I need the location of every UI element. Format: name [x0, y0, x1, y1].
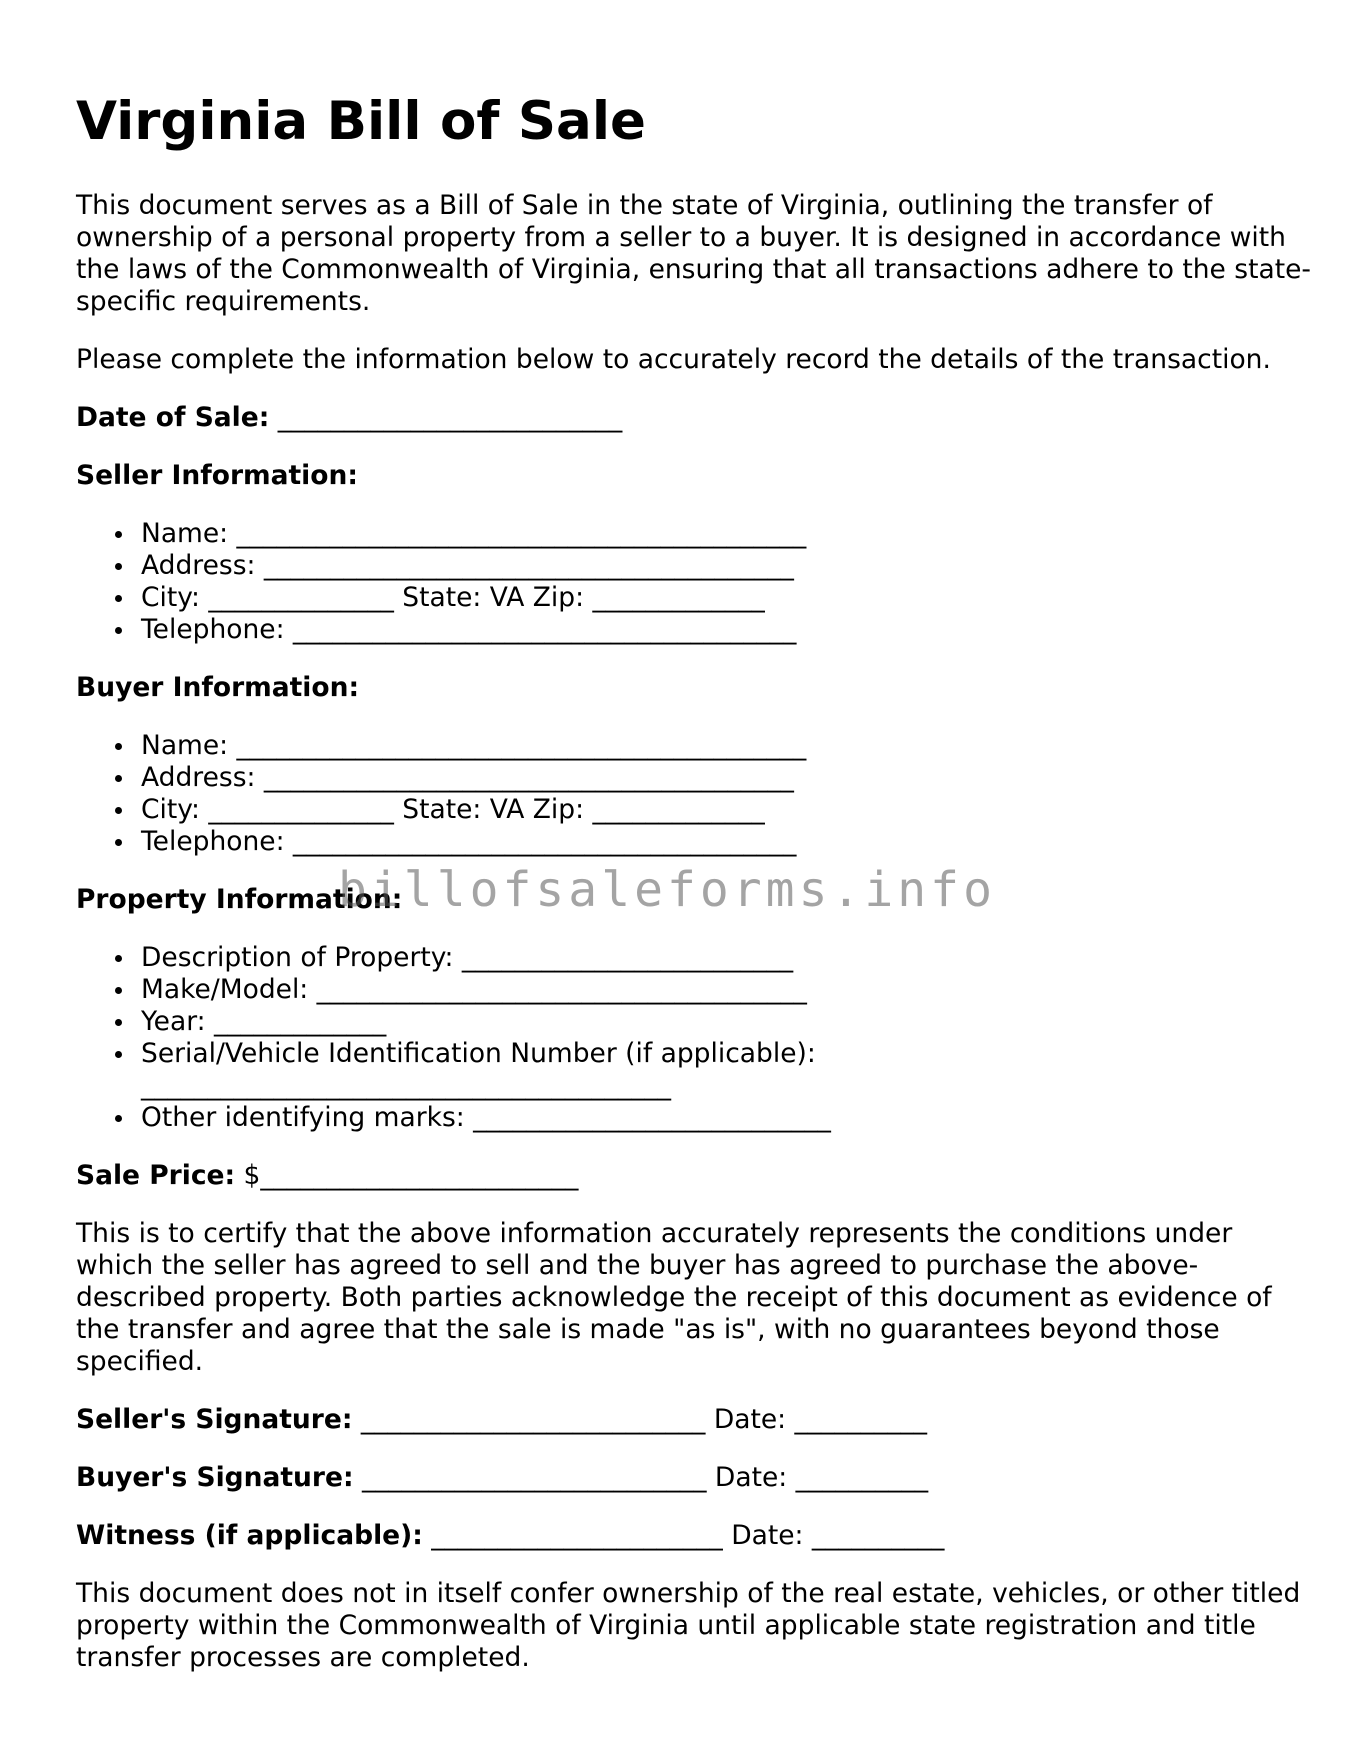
property-other-marks-field[interactable]: Other identifying marks: ___________________________ [141, 1102, 1316, 1134]
buyer-heading: Buyer Information: [76, 672, 360, 703]
property-serial-field[interactable] [141, 1038, 1316, 1102]
buyer-address-field[interactable]: Address: ________________________________________ [141, 762, 1316, 794]
property-make-model-field[interactable]: Make/Model: _____________________________________ [141, 974, 1316, 1006]
date-of-sale-line [76, 402, 1316, 434]
seller-signature-blank[interactable]: __________________________ Date: __________ [360, 1404, 928, 1435]
witness-signature-label: Witness (if applicable): [76, 1520, 423, 1551]
seller-name-field[interactable]: Name: ___________________________________________ [141, 518, 1316, 550]
witness-signature-blank[interactable]: ______________________ Date: __________ [431, 1520, 945, 1551]
witness-signature-line [76, 1520, 1316, 1552]
property-description-field[interactable]: Description of Property: _________________________ [141, 942, 1316, 974]
property-info-list [76, 942, 1316, 1134]
disclaimer-paragraph: This document does not in itself confer ownership of the real estate, vehicles, or other titled property within the Commonwealth of Virginia until applicable state registration and title transfer processes are completed. [76, 1578, 1301, 1673]
buyer-telephone-field[interactable]: Telephone: ______________________________________ [141, 826, 1316, 858]
date-of-sale-blank[interactable]: __________________________ [277, 402, 623, 433]
sale-price-label: Sale Price: [76, 1160, 236, 1191]
sale-price-blank[interactable]: $________________________ [243, 1160, 579, 1191]
seller-heading: Seller Information: [76, 460, 358, 491]
property-year-field[interactable]: Year: _____________ [141, 1006, 1316, 1038]
date-of-sale-label: Date of Sale: [76, 402, 270, 433]
seller-city-state-zip-field[interactable]: City: ______________ State: VA Zip: _____________ [141, 582, 1316, 614]
seller-info-list [76, 518, 1316, 646]
property-serial-label: Serial/Vehicle Identification Number (if applicable): [141, 1038, 816, 1069]
seller-signature-label: Seller's Signature: [76, 1404, 353, 1435]
page-title: Virginia Bill of Sale [76, 91, 646, 152]
intro-paragraph: This document serves as a Bill of Sale in the state of Virginia, outlining the transfer of ownership of a personal property from a seller to a buyer. It is designed in accordance with the laws of the Commonwealth of Virginia, ensuring that all transactions adhere to the state-specific requirements. [76, 190, 1311, 317]
buyer-signature-label: Buyer's Signature: [76, 1462, 354, 1493]
buyer-signature-line [76, 1462, 1316, 1494]
property-serial-blank[interactable]: ________________________________________ [141, 1070, 671, 1101]
buyer-name-field[interactable]: Name: ___________________________________________ [141, 730, 1316, 762]
buyer-signature-blank[interactable]: __________________________ Date: __________ [362, 1462, 929, 1493]
seller-telephone-field[interactable]: Telephone: ______________________________________ [141, 614, 1316, 646]
instruction-paragraph: Please complete the information below to accurately record the details of the transaction. [76, 344, 1271, 375]
certification-paragraph: This is to certify that the above information accurately represents the conditions under which the seller has agreed to sell and the buyer has agreed to purchase the above-described property. Both parties acknowledge the receipt of this document as evidence of the transfer and agree that the sale is made "as is", with no guarantees beyond those specified. [76, 1218, 1272, 1377]
property-heading: Property Information: [76, 884, 403, 915]
seller-signature-line [76, 1404, 1316, 1436]
buyer-info-list [76, 730, 1316, 858]
buyer-city-state-zip-field[interactable]: City: ______________ State: VA Zip: _____________ [141, 794, 1316, 826]
watermark-text: billofsaleforms.info [338, 862, 996, 918]
sale-price-line [76, 1160, 1316, 1192]
seller-address-field[interactable]: Address: ________________________________________ [141, 550, 1316, 582]
